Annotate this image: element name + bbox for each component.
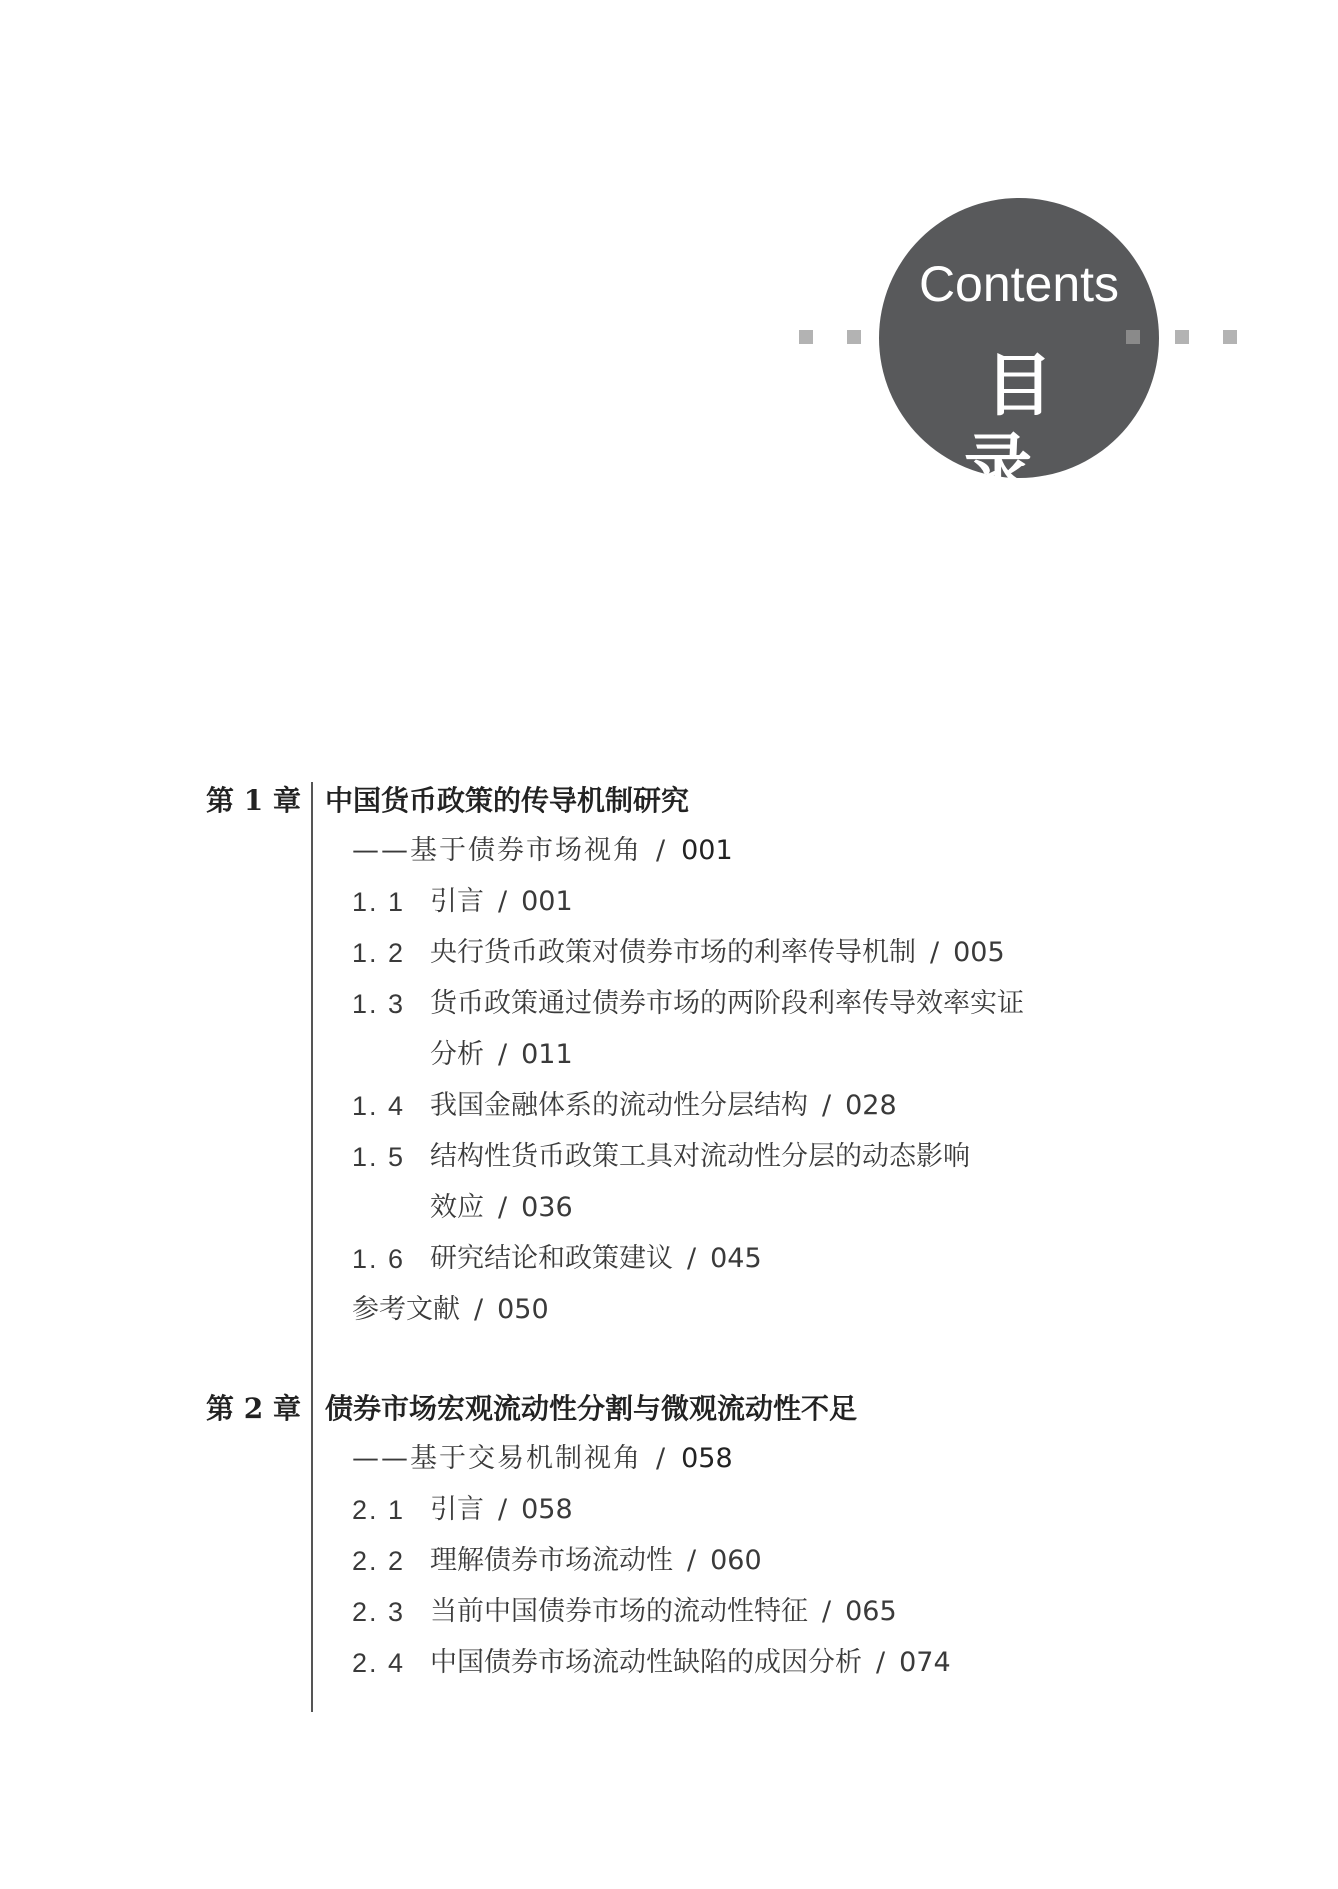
page-number: 001: [681, 835, 733, 866]
section-number: 2. 4: [352, 1648, 406, 1678]
contents-title-en: Contents: [918, 256, 1120, 312]
table-of-contents: [0, 780, 1338, 1740]
page-number: 065: [845, 1596, 897, 1627]
decor-square: [1223, 330, 1237, 344]
decor-square: [1126, 330, 1140, 344]
page-number: 058: [681, 1443, 733, 1474]
page-number: 050: [497, 1294, 549, 1325]
contents-title-zh: 目 录: [963, 347, 1095, 506]
section-title: 我国金融体系的流动性分层结构 / 028: [430, 1090, 897, 1121]
section-number: 2. 3: [352, 1597, 406, 1627]
section-title-cont: 效应 / 036: [430, 1192, 573, 1223]
chapter-title[interactable]: 债券市场宏观流动性分割与微观流动性不足: [325, 1392, 858, 1425]
section-number: 1. 2: [352, 938, 406, 968]
section-number: 1. 1: [352, 887, 406, 917]
decor-square: [1175, 330, 1189, 344]
page-number: 074: [899, 1647, 951, 1678]
section-number: 2. 2: [352, 1546, 406, 1576]
section-title: 央行货币政策对债券市场的利率传导机制 / 005: [430, 937, 1005, 968]
section-number: 1. 4: [352, 1091, 406, 1121]
references-entry[interactable]: 参考文献 / 050: [352, 1294, 549, 1325]
decor-square: [847, 330, 861, 344]
page-number: 028: [845, 1090, 897, 1121]
section-number: 1. 3: [352, 989, 406, 1019]
chapter-label: 第 1 章: [206, 784, 301, 817]
section-title: 当前中国债券市场的流动性特征 / 065: [430, 1596, 897, 1627]
section-title-cont: 分析 / 011: [430, 1039, 573, 1070]
chapter-title[interactable]: 中国货币政策的传导机制研究: [325, 784, 690, 817]
page-number: 005: [953, 937, 1005, 968]
page-number: 060: [710, 1545, 762, 1576]
section-number: 2. 1: [352, 1495, 406, 1525]
section-number: 1. 5: [352, 1142, 406, 1172]
subtitle-text: ——基于交易机制视角: [352, 1443, 642, 1474]
page-number: 036: [521, 1192, 573, 1223]
decor-square: [799, 330, 813, 344]
section-title: 理解债券市场流动性 / 060: [430, 1545, 762, 1576]
contents-header: [0, 0, 1338, 506]
chapter-subtitle[interactable]: ——基于债券市场视角 / 001: [352, 835, 733, 866]
section-title: 结构性货币政策工具对流动性分层的动态影响: [430, 1141, 970, 1172]
section-title: 中国债券市场流动性缺陷的成因分析 / 074: [430, 1647, 951, 1678]
page-number: 045: [710, 1243, 762, 1274]
section-title: 货币政策通过债券市场的两阶段利率传导效率实证: [430, 988, 1024, 1019]
page-number: 011: [521, 1039, 573, 1070]
section-title: 引言 / 058: [430, 1494, 573, 1525]
section-title: 引言 / 001: [430, 886, 573, 917]
section-title: 研究结论和政策建议 / 045: [430, 1243, 762, 1274]
page-number: 001: [521, 886, 573, 917]
subtitle-text: ——基于债券市场视角: [352, 835, 642, 866]
page-number: 058: [521, 1494, 573, 1525]
section-number: 1. 6: [352, 1244, 406, 1274]
chapter-label: 第 2 章: [206, 1392, 301, 1425]
vertical-divider: [311, 782, 313, 1712]
chapter-subtitle[interactable]: ——基于交易机制视角 / 058: [352, 1443, 733, 1474]
